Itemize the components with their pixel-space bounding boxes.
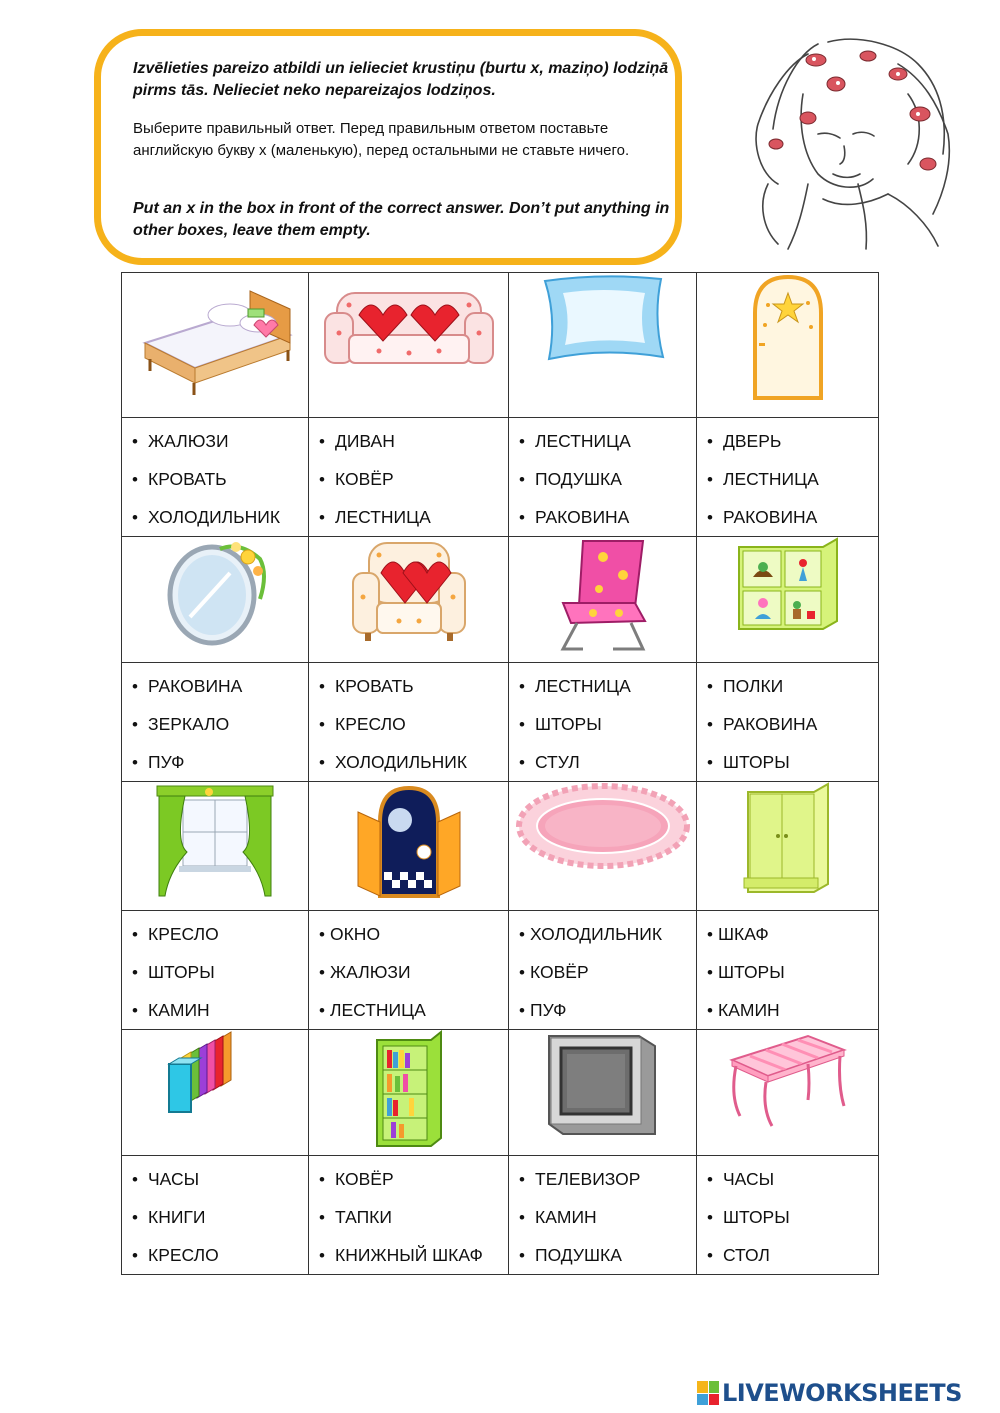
girl-sketch-icon (748, 34, 954, 252)
vocabulary-grid (121, 272, 879, 1275)
picture-cell (697, 782, 879, 911)
instructions-russian: Выберите правильный ответ. Перед правильным ответом поставьте английскую букву x (маленькую), перед остальными не ставьте ничего. (133, 120, 630, 159)
option-item[interactable]: • ШТОРЫ (132, 953, 308, 991)
picture-cell (309, 1030, 509, 1156)
options-row (122, 418, 879, 537)
picture-cell (509, 1030, 697, 1156)
picture-row (122, 537, 879, 663)
option-item[interactable]: • ХОЛОДИЛЬНИК (132, 498, 308, 536)
options-cell (509, 418, 697, 537)
option-item[interactable]: • ЖАЛЮЗИ (319, 953, 508, 991)
option-item[interactable]: • ТАПКИ (319, 1198, 508, 1236)
option-item[interactable]: • КРОВАТЬ (132, 460, 308, 498)
picture-cell (509, 273, 697, 418)
books-icon (165, 1030, 265, 1120)
shelves-icon (733, 537, 843, 633)
picture-cell (509, 782, 697, 911)
options-cell (122, 418, 309, 537)
option-item[interactable]: • ДИВАН (319, 422, 508, 460)
option-item[interactable]: • ТЕЛЕВИЗОР (519, 1160, 696, 1198)
option-item[interactable]: • СТОЛ (707, 1236, 878, 1274)
option-item[interactable]: • ШКАФ (707, 915, 878, 953)
options-cell (697, 418, 879, 537)
options-cell (309, 663, 509, 782)
picture-cell (122, 1030, 309, 1156)
option-item[interactable]: • РАКОВИНА (707, 705, 878, 743)
option-item[interactable]: • РАКОВИНА (519, 498, 696, 536)
picture-cell (309, 782, 509, 911)
bed-icon (130, 273, 300, 403)
curtains-icon (153, 782, 277, 900)
option-item[interactable]: • КНИГИ (132, 1198, 308, 1236)
chair-icon (553, 537, 653, 653)
window-icon (354, 782, 464, 900)
option-item[interactable]: • ЖАЛЮЗИ (132, 422, 308, 460)
liveworksheets-logo (697, 1378, 962, 1408)
option-item[interactable]: • ШТОРЫ (707, 953, 878, 991)
options-cell (697, 663, 879, 782)
option-item[interactable]: • ШТОРЫ (707, 1198, 878, 1236)
option-item[interactable]: • КРОВАТЬ (319, 667, 508, 705)
tv-icon (543, 1030, 663, 1140)
option-item[interactable]: • КРЕСЛО (132, 915, 308, 953)
bookcase-icon (369, 1030, 449, 1148)
picture-cell (122, 273, 309, 418)
option-item[interactable]: • КАМИН (707, 991, 878, 1029)
instructions-box (94, 29, 682, 265)
option-item[interactable]: • ПОДУШКА (519, 1236, 696, 1274)
picture-cell (697, 537, 879, 663)
option-item[interactable]: • ХОЛОДИЛЬНИК (519, 915, 696, 953)
picture-cell (122, 537, 309, 663)
option-item[interactable]: • ПОЛКИ (707, 667, 878, 705)
options-cell (309, 911, 509, 1030)
options-cell (309, 1156, 509, 1275)
armchair-icon (349, 537, 469, 647)
option-item[interactable]: • ДВЕРЬ (707, 422, 878, 460)
options-cell (509, 911, 697, 1030)
option-item[interactable]: • КАМИН (132, 991, 308, 1029)
picture-row (122, 1030, 879, 1156)
option-item[interactable]: • ОКНО (319, 915, 508, 953)
pillow-icon (533, 273, 673, 363)
option-item[interactable]: • РАКОВИНА (132, 667, 308, 705)
wardrobe-icon (740, 782, 836, 896)
picture-cell (309, 537, 509, 663)
option-item[interactable]: • ШТОРЫ (519, 705, 696, 743)
logo-blocks-icon (697, 1381, 719, 1405)
mirror-icon (160, 537, 270, 647)
picture-cell (509, 537, 697, 663)
option-item[interactable]: • ЛЕСТНИЦА (519, 422, 696, 460)
options-cell (509, 1156, 697, 1275)
options-cell (509, 663, 697, 782)
options-cell (122, 1156, 309, 1275)
rug-icon (515, 782, 691, 870)
options-row (122, 911, 879, 1030)
option-item[interactable]: • РАКОВИНА (707, 498, 878, 536)
table-icon (728, 1030, 848, 1130)
picture-cell (309, 273, 509, 418)
option-item[interactable]: • ШТОРЫ (707, 743, 878, 781)
options-row (122, 1156, 879, 1275)
option-item[interactable]: • КОВЁР (319, 460, 508, 498)
picture-cell (122, 782, 309, 911)
options-cell (122, 663, 309, 782)
options-cell (697, 911, 879, 1030)
options-cell (697, 1156, 879, 1275)
option-item[interactable]: • СТУЛ (519, 743, 696, 781)
picture-row (122, 782, 879, 911)
option-item[interactable]: • КАМИН (519, 1198, 696, 1236)
door-icon (743, 273, 833, 403)
option-item[interactable]: • КРЕСЛО (132, 1236, 308, 1274)
picture-cell (697, 1030, 879, 1156)
option-item[interactable]: • ЗЕРКАЛО (132, 705, 308, 743)
logo-text: LIVEWORKSHEETS (722, 1379, 962, 1407)
option-item[interactable]: • ПОДУШКА (519, 460, 696, 498)
options-cell (309, 418, 509, 537)
option-item[interactable]: • КОВЁР (519, 953, 696, 991)
sofa-icon (319, 273, 499, 383)
picture-cell (697, 273, 879, 418)
option-item[interactable]: • КОВЁР (319, 1160, 508, 1198)
option-item[interactable]: • ЛЕСТНИЦА (707, 460, 878, 498)
picture-row (122, 273, 879, 418)
instructions-latvian: Izvēlieties pareizo atbildi un ielieciet krustiņu (burtu x, maziņo) lodziņā pirms tās. Nelieciet neko nepareizajos lodziņos. (133, 60, 669, 99)
option-item[interactable]: • ЧАСЫ (707, 1160, 878, 1198)
option-item[interactable]: • ЛЕСТНИЦА (319, 991, 508, 1029)
option-item[interactable]: • КНИЖНЫЙ ШКАФ (319, 1236, 508, 1274)
option-item[interactable]: • ЧАСЫ (132, 1160, 308, 1198)
options-cell (122, 911, 309, 1030)
instructions-english: Put an x in the box in front of the correct answer. Don’t put anything in other boxes, leave them empty. (133, 200, 670, 239)
option-item[interactable]: • ЛЕСТНИЦА (519, 667, 696, 705)
option-item[interactable]: • КРЕСЛО (319, 705, 508, 743)
option-item[interactable]: • ХОЛОДИЛЬНИК (319, 743, 508, 781)
options-row (122, 663, 879, 782)
option-item[interactable]: • ПУФ (519, 991, 696, 1029)
option-item[interactable]: • ЛЕСТНИЦА (319, 498, 508, 536)
option-item[interactable]: • ПУФ (132, 743, 308, 781)
